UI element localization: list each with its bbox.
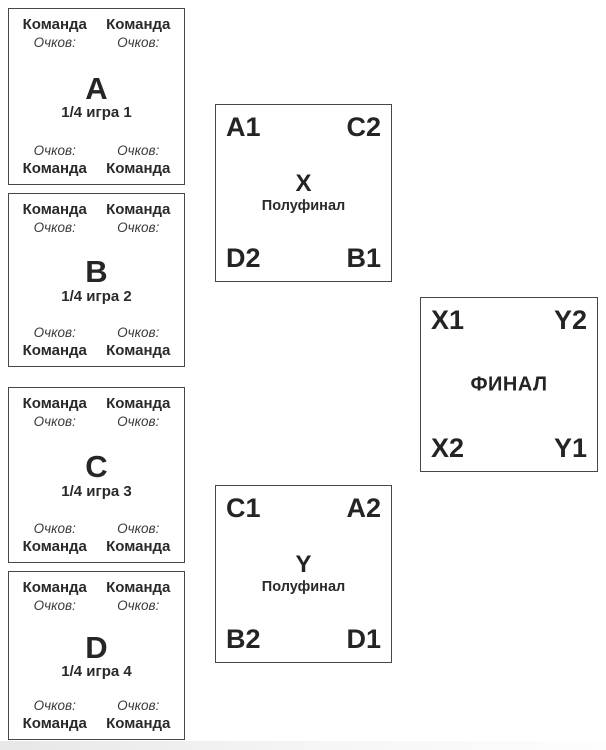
team-label: Команда bbox=[106, 538, 171, 556]
quarterfinal-box-c bbox=[8, 387, 185, 563]
team-label: Команда bbox=[106, 579, 171, 596]
points-label: Очков: bbox=[117, 219, 160, 235]
team-label: Команда bbox=[22, 538, 87, 556]
qf-c-game-label: 1/4 игра 3 bbox=[61, 482, 132, 500]
team-label: Команда bbox=[106, 16, 171, 33]
final-seed-bottom-left: X2 bbox=[431, 433, 465, 463]
qf-a-letter: A bbox=[85, 70, 108, 106]
qf-b-center bbox=[13, 254, 180, 305]
points-label: Очков: bbox=[117, 34, 160, 50]
points-label: Очков: bbox=[33, 597, 76, 613]
qf-c-team-slot-top-left bbox=[13, 395, 97, 431]
points-label: Очков: bbox=[117, 698, 160, 714]
semifinal-box-y bbox=[215, 485, 392, 663]
team-label: Команда bbox=[22, 579, 87, 596]
qf-a-top-row bbox=[13, 16, 180, 52]
qf-d-team-slot-bottom-left bbox=[13, 698, 97, 734]
points-label: Очков: bbox=[33, 143, 76, 159]
sf-x-seed-top-left: A1 bbox=[226, 112, 261, 142]
qf-c-top-row bbox=[13, 395, 180, 431]
team-label: Команда bbox=[22, 160, 87, 178]
qf-d-team-slot-top-right bbox=[97, 579, 181, 615]
qf-a-bottom-row bbox=[13, 143, 180, 179]
team-label: Команда bbox=[106, 160, 171, 178]
page-edge-shadow bbox=[0, 741, 606, 750]
qf-b-top-row bbox=[13, 201, 180, 237]
team-label: Команда bbox=[106, 715, 171, 733]
qf-b-team-slot-top-left bbox=[13, 201, 97, 237]
points-label: Очков: bbox=[117, 325, 160, 341]
sf-x-letter: X bbox=[295, 170, 312, 197]
final-box bbox=[420, 297, 598, 472]
qf-a-team-slot-bottom-left bbox=[13, 143, 97, 179]
sf-x-center bbox=[262, 172, 345, 214]
qf-b-team-slot-top-right bbox=[97, 201, 181, 237]
points-label: Очков: bbox=[33, 34, 76, 50]
qf-a-team-slot-bottom-right bbox=[97, 143, 181, 179]
qf-c-team-slot-top-right bbox=[97, 395, 181, 431]
sf-x-seed-bottom-right: B1 bbox=[346, 243, 381, 273]
sf-x-seed-top-right: C2 bbox=[346, 112, 381, 142]
qf-d-team-slot-top-left bbox=[13, 579, 97, 615]
quarterfinal-box-b bbox=[8, 193, 185, 367]
sf-x-label: Полуфинал bbox=[261, 198, 346, 214]
qf-a-center bbox=[13, 70, 180, 122]
team-label: Команда bbox=[22, 342, 87, 360]
qf-b-team-slot-bottom-right bbox=[97, 325, 181, 361]
sf-y-seed-top-left: C1 bbox=[226, 493, 261, 523]
qf-b-game-label: 1/4 игра 2 bbox=[61, 287, 132, 305]
points-label: Очков: bbox=[117, 521, 160, 537]
final-title: ФИНАЛ bbox=[470, 373, 548, 395]
qf-a-game-label: 1/4 игра 1 bbox=[61, 104, 132, 122]
points-label: Очков: bbox=[33, 325, 76, 341]
team-label: Команда bbox=[106, 201, 171, 218]
qf-d-center bbox=[13, 629, 180, 681]
sf-y-label: Полуфинал bbox=[261, 579, 346, 595]
qf-d-top-row bbox=[13, 579, 180, 615]
points-label: Очков: bbox=[33, 219, 76, 235]
quarterfinal-box-a bbox=[8, 8, 185, 185]
team-label: Команда bbox=[22, 201, 87, 218]
qf-c-letter: C bbox=[85, 449, 108, 485]
quarterfinal-box-d bbox=[8, 571, 185, 740]
qf-a-team-slot-top-left bbox=[13, 16, 97, 52]
qf-c-team-slot-bottom-right bbox=[97, 521, 181, 557]
team-label: Команда bbox=[22, 395, 87, 412]
qf-b-letter: B bbox=[85, 254, 108, 290]
team-label: Команда bbox=[106, 395, 171, 412]
final-center bbox=[470, 373, 547, 396]
points-label: Очков: bbox=[33, 521, 76, 537]
sf-y-center bbox=[262, 553, 345, 595]
qf-d-bottom-row bbox=[13, 698, 180, 734]
qf-b-bottom-row bbox=[13, 325, 180, 361]
qf-c-bottom-row bbox=[13, 521, 180, 557]
final-seed-bottom-right: Y1 bbox=[553, 433, 587, 463]
qf-a-team-slot-top-right bbox=[97, 16, 181, 52]
points-label: Очков: bbox=[117, 597, 160, 613]
qf-c-team-slot-bottom-left bbox=[13, 521, 97, 557]
qf-d-team-slot-bottom-right bbox=[97, 698, 181, 734]
qf-d-letter: D bbox=[85, 629, 108, 665]
sf-y-seed-bottom-left: B2 bbox=[226, 624, 261, 654]
points-label: Очков: bbox=[117, 143, 160, 159]
semifinal-box-x bbox=[215, 104, 392, 282]
sf-x-seed-bottom-left: D2 bbox=[226, 243, 261, 273]
team-label: Команда bbox=[106, 342, 171, 360]
team-label: Команда bbox=[22, 715, 87, 733]
team-label: Команда bbox=[22, 16, 87, 33]
final-seed-top-left: X1 bbox=[431, 305, 465, 335]
points-label: Очков: bbox=[33, 413, 76, 429]
qf-c-center bbox=[13, 449, 180, 500]
sf-y-seed-top-right: A2 bbox=[346, 493, 381, 523]
points-label: Очков: bbox=[117, 413, 160, 429]
qf-b-team-slot-bottom-left bbox=[13, 325, 97, 361]
sf-y-letter: Y bbox=[295, 551, 312, 578]
qf-d-game-label: 1/4 игра 4 bbox=[61, 663, 132, 681]
final-seed-top-right: Y2 bbox=[553, 305, 587, 335]
points-label: Очков: bbox=[33, 698, 76, 714]
sf-y-seed-bottom-right: D1 bbox=[346, 624, 381, 654]
